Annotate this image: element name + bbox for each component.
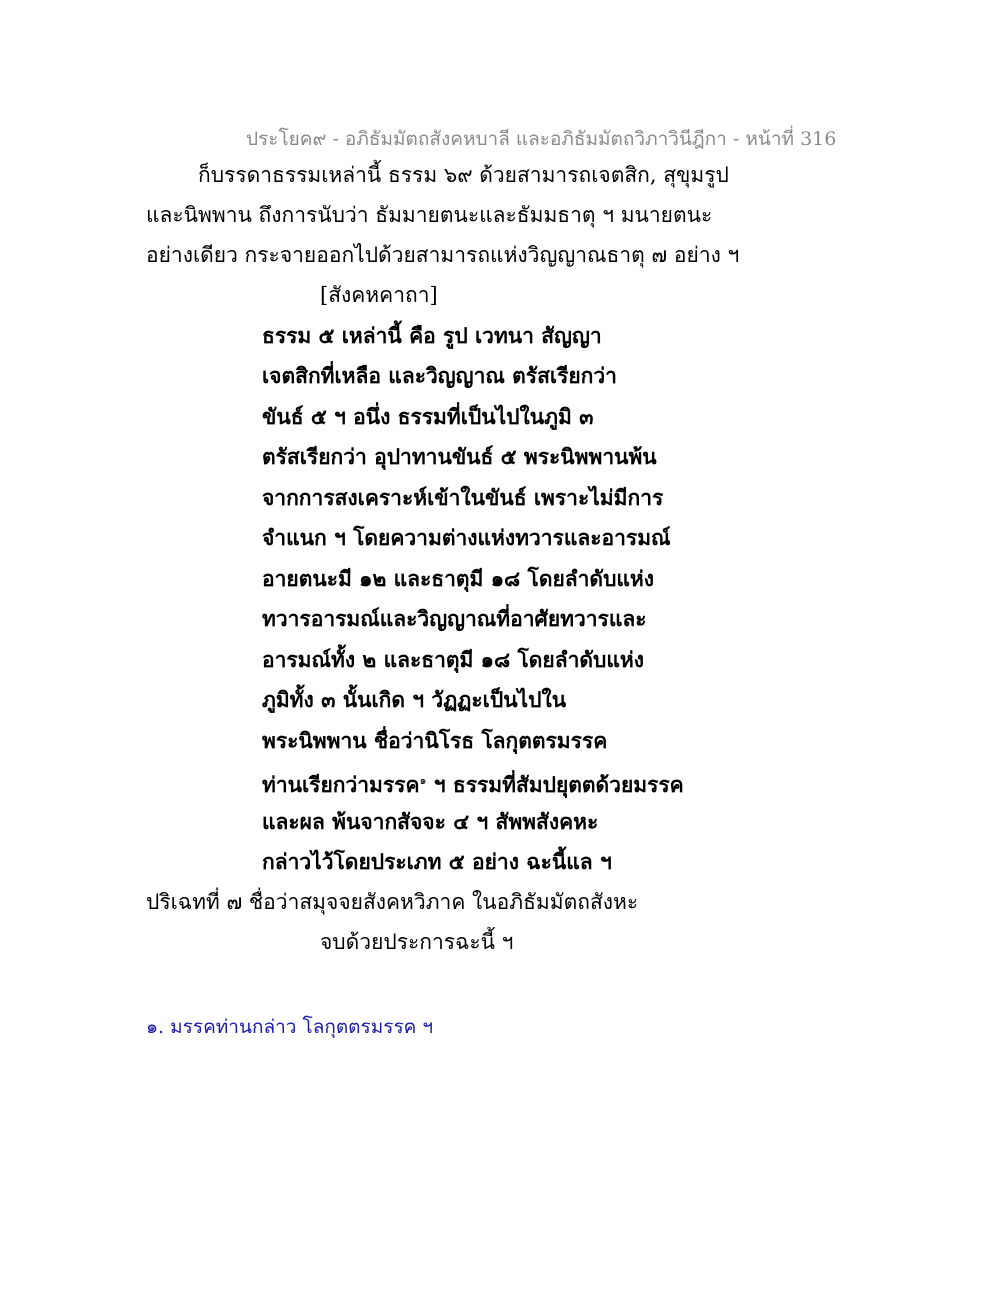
closing-line: ปริเฉทที่ ๗ ชื่อว่าสมุจจยสังคหวิภาค ในอภิธัมมัตถสังหะ: [146, 890, 639, 914]
verse-line-5: จากการสงเคราะห์เข้าในขันธ์ เพราะไม่มีการ: [262, 485, 664, 510]
verse-line-12-start: ท่านเรียกว่ามรรค: [262, 772, 420, 797]
verse-line-8: ทวารอารมณ์และวิญญาณที่อาศัยทวารและ: [262, 606, 647, 631]
footnote-1: ๑. มรรคท่านกล่าว โลกุตตรมรรค ฯ: [146, 1016, 434, 1038]
verse-line-3: ขันธ์ ๕ ฯ อนึ่ง ธรรมที่เป็นไปในภูมิ ๓: [262, 404, 594, 429]
verse-line-7: อายตนะมี ๑๒ และธาตุมี ๑๘ โดยลำดับแห่ง: [262, 566, 655, 591]
footnote-marker: ๑: [419, 774, 427, 787]
verse-line-11: พระนิพพาน ชื่อว่านิโรธ โลกุตตรมรรค: [262, 728, 608, 753]
verse-line-12: [262, 767, 684, 799]
closing-centered: จบด้วยประการฉะนี้ ฯ: [320, 930, 514, 954]
running-head: ประโยค๙ - อภิธัมมัตถสังคหบาลี และอภิธัมมัตถวิภาวินีฎีกา - หน้าที่ 316: [246, 128, 837, 150]
verse-line-4: ตรัสเรียกว่า อุปาทานขันธ์ ๕ พระนิพพานพ้น: [262, 444, 657, 469]
verse-line-13: และผล พ้นจากสัจจะ ๔ ฯ สัพพสังคหะ: [262, 809, 599, 834]
verse-heading: [สังคหคาถา]: [320, 283, 438, 307]
paragraph-line-3: อย่างเดียว กระจายออกไปด้วยสามารถแห่งวิญญาณธาตุ ๗ อย่าง ฯ: [146, 243, 740, 267]
verse-line-10: ภูมิทั้ง ๓ นั้นเกิด ฯ วัฏฏะเป็นไปใน: [262, 687, 567, 712]
verse-line-12-end: ฯ ธรรมที่สัมปยุตตด้วยมรรค: [433, 772, 684, 797]
paragraph-line-2: และนิพพาน ถึงการนับว่า ธัมมายตนะและธัมมธาตุ ฯ มนายตนะ: [146, 203, 713, 227]
verse-line-14: กล่าวไว้โดยประเภท ๕ อย่าง ฉะนี้แล ฯ: [262, 849, 612, 874]
verse-line-2: เจตสิกที่เหลือ และวิญญาณ ตรัสเรียกว่า: [262, 363, 617, 388]
verse-line-9: อารมณ์ทั้ง ๒ และธาตุมี ๑๘ โดยลำดับแห่ง: [262, 647, 644, 672]
verse-line-6: จำแนก ฯ โดยความต่างแห่งทวารและอารมณ์: [262, 525, 671, 550]
paragraph-line-1: ก็บรรดาธรรมเหล่านี้ ธรรม ๖๙ ด้วยสามารถเจตสิก, สุขุมรูป: [198, 163, 729, 187]
verse-line-1: ธรรม ๕ เหล่านี้ คือ รูป เวทนา สัญญา: [262, 323, 602, 348]
